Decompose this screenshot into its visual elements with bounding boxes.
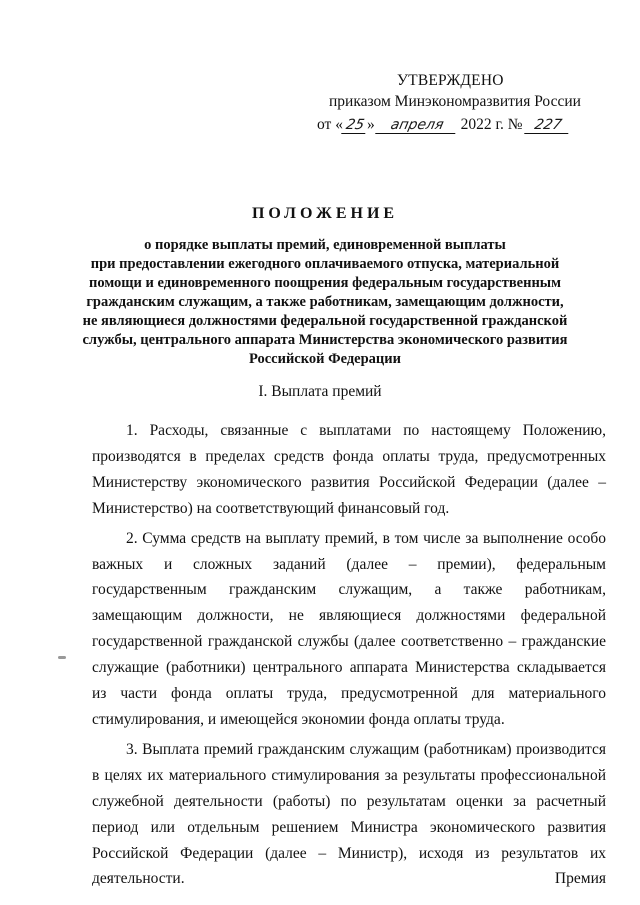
subtitle-line: не являющиеся должностями федеральной государственной гражданской [82, 313, 568, 329]
subtitle-line: гражданским служащим, а также работникам, замещающим должности, [86, 294, 564, 310]
scan-margin-mark [58, 656, 66, 659]
subtitle-line: при предоставлении ежегодного оплачиваемого отпуска, материальной [90, 256, 560, 272]
date-quote-close: » [366, 116, 375, 133]
document-title-block [60, 204, 590, 369]
approval-date-line [317, 114, 570, 135]
subtitle-line: Российской Федерации [248, 351, 401, 367]
document-body [92, 418, 606, 896]
subtitle-line: о порядке выплаты премий, единовременной выплаты [144, 237, 506, 253]
section-heading: I. Выплата премий [258, 383, 382, 400]
handwritten-order-number: 227 [525, 117, 573, 134]
subtitle-line: помощи и единовременного поощрения федеральным государственным [88, 275, 562, 291]
handwritten-month: апреля [375, 117, 459, 134]
date-prefix: от « [317, 116, 343, 133]
document-title: ПОЛОЖЕНИЕ [251, 205, 399, 222]
approval-order-text: приказом Минэкономразвития России [329, 93, 581, 110]
paragraph-1: 1. Расходы, связанные с выплатами по настоящему Положению, производятся в пределах средств фонда оплаты труда, предусмотренных Министерству экономического развития Российской Федерации (далее – Министерство) на соответствующий финансовый год. [92, 422, 606, 517]
paragraph-2: 2. Сумма средств на выплату премий, в том числе за выполнение особо важных и сложных заданий (далее – премии), федеральным государственным гражданским служащим, а также работникам, замещающим должности, не являющиеся должностями федеральной государственной гражданской службы (далее соответственно – гражданские служащие (работники) центрального аппарата Министерства складывается из части фонда оплаты труда, предусмотренной для материального стимулирования, и имеющейся экономии фонда оплаты труда. [92, 529, 606, 728]
paragraph-3: 3. Выплата премий гражданским служащим (работникам) производится в целях их материального стимулирования за результаты профессиональной служебной деятельности (работы) по результатам оценки за расчетный период или отдельным решением Министра экономического развития Российской Федерации (далее – Министр), исходя из результатов их деятельности. Премия [92, 740, 606, 888]
subtitle-line: службы, центрального аппарата Министерства экономического развития [82, 332, 568, 348]
handwritten-day: 25 [341, 117, 369, 134]
date-year: 2022 г. № [460, 116, 523, 133]
approval-title: УТВЕРЖДЕНО [397, 72, 504, 89]
